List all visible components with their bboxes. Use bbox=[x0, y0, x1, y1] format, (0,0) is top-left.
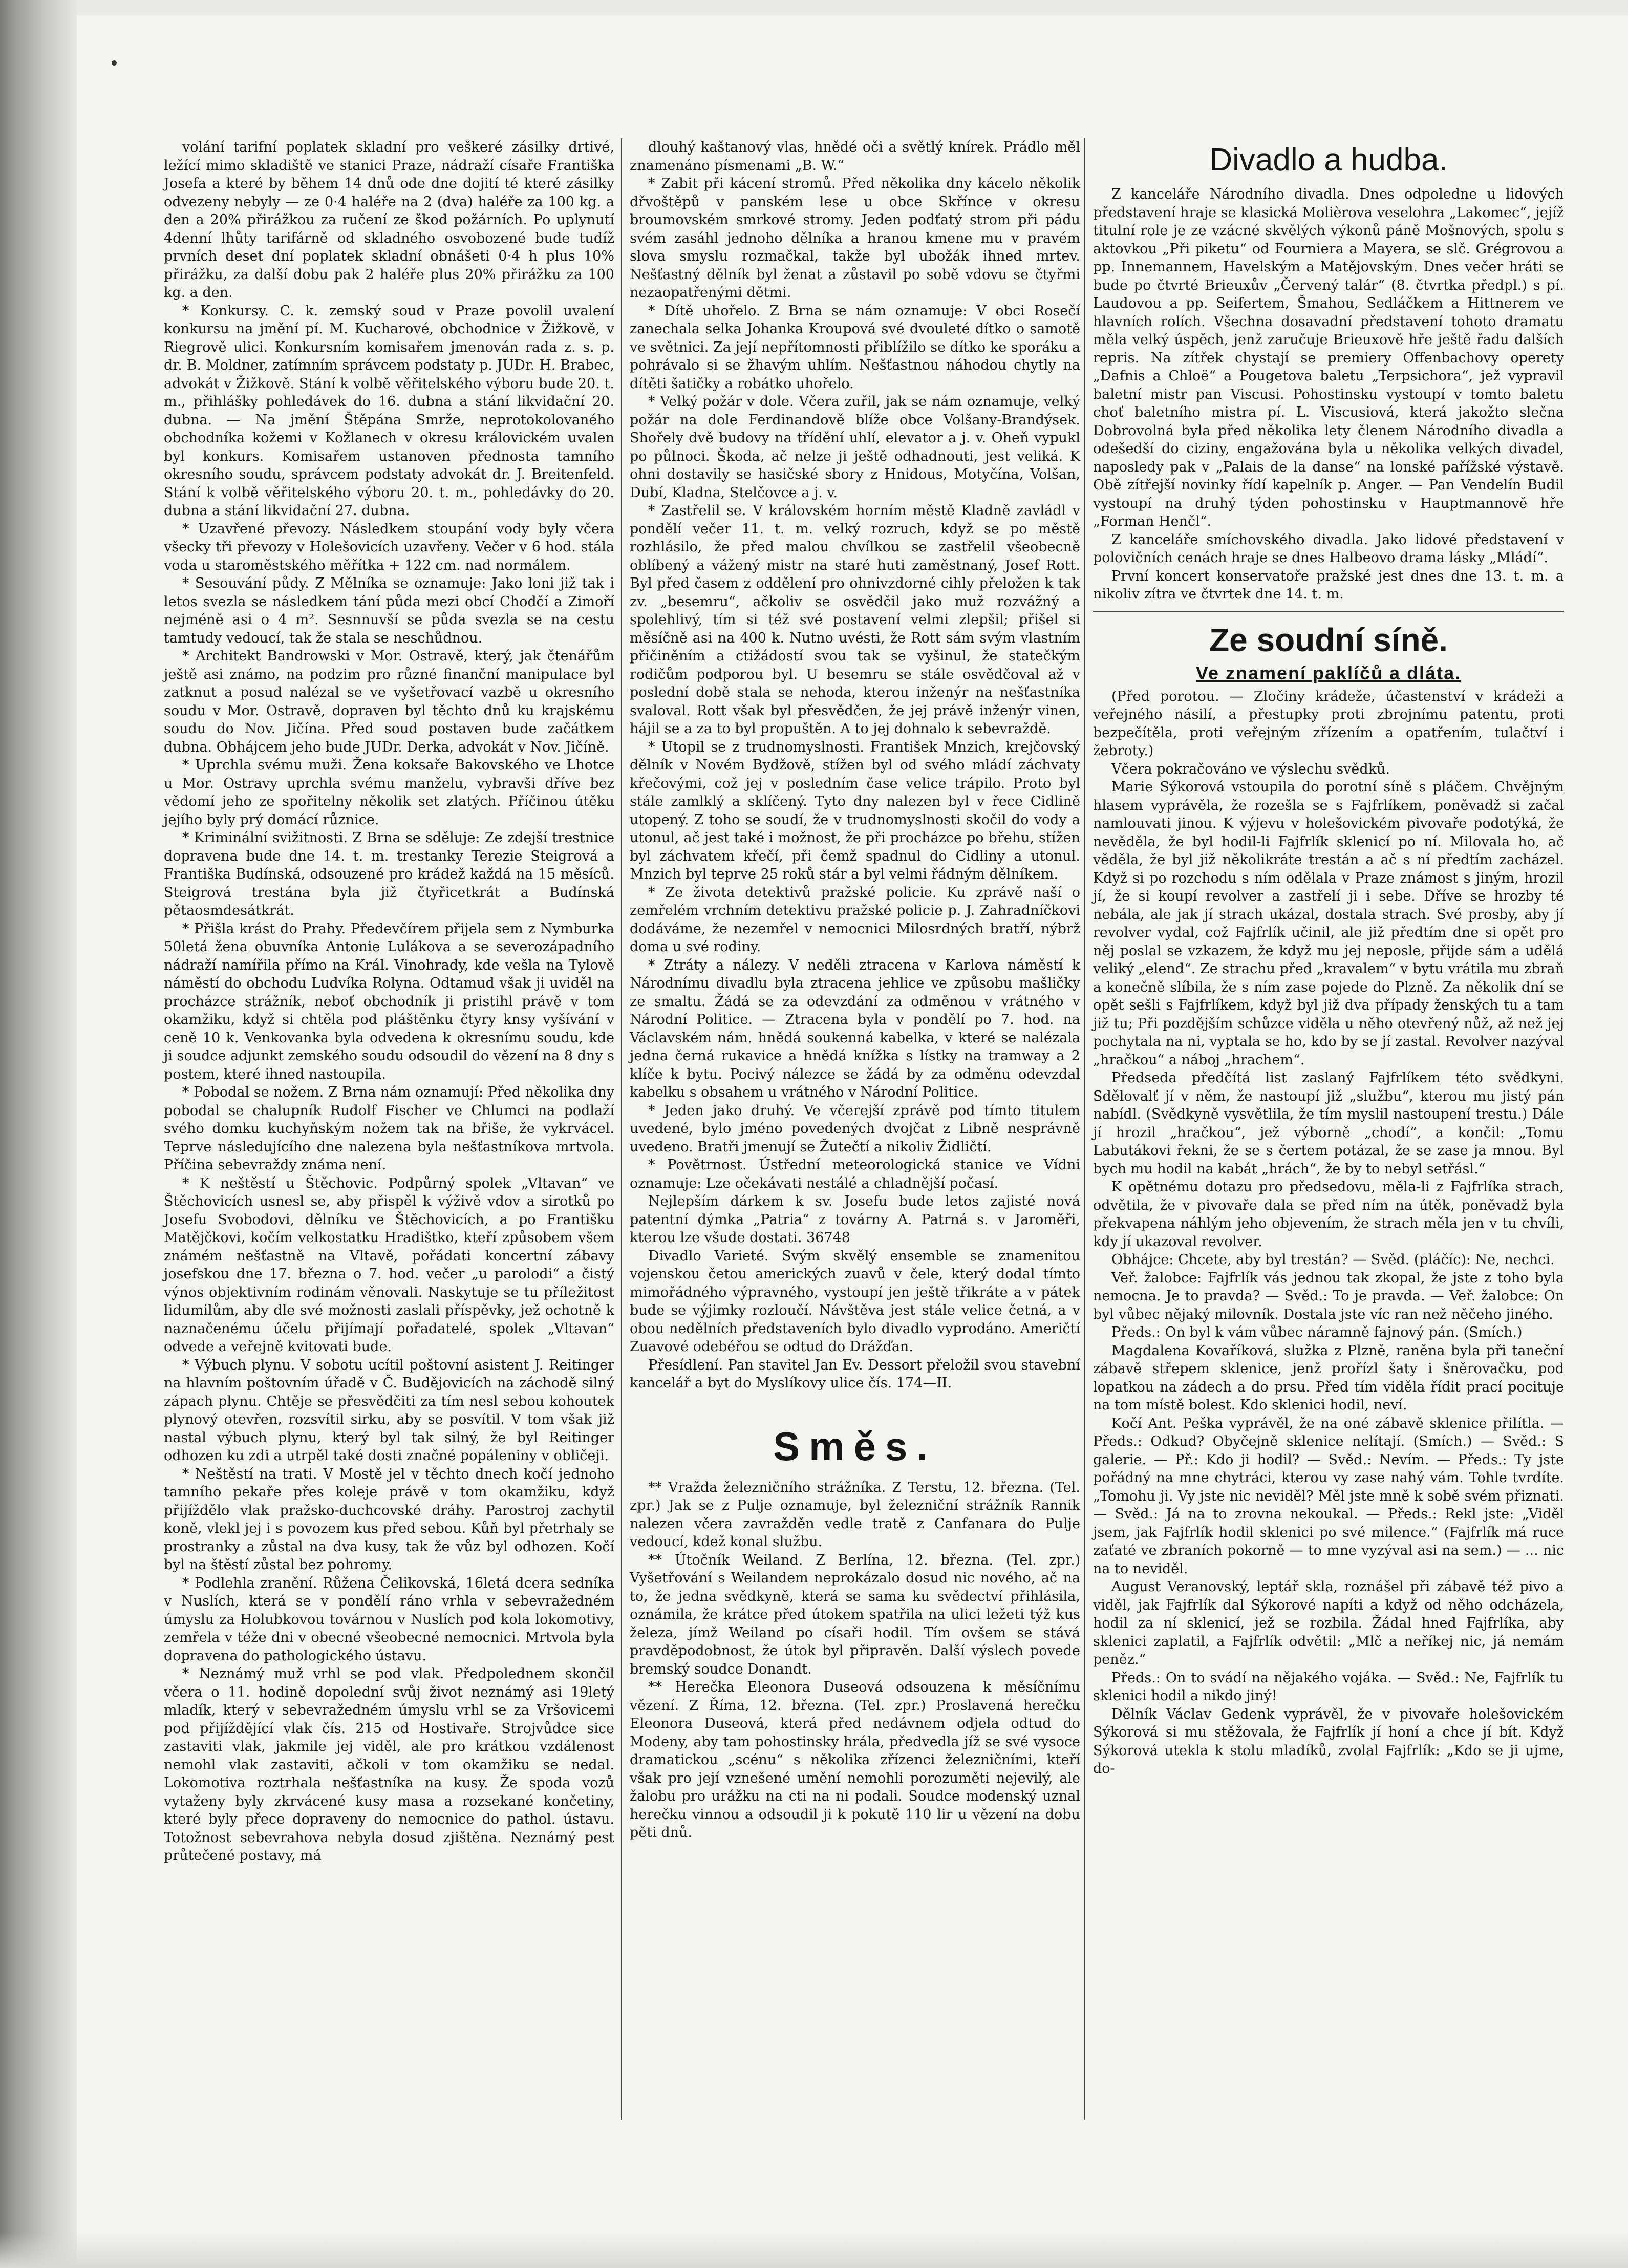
article-paragraph: (Před porotou. — Zločiny krádeže, účastenství v krádeži a veřejného násilí, a přestupky proti zbrojnímu patentu, proti bezpečítěla, proti veřejným zřízením a opatřením, tulačtví i žebroty.) bbox=[1093, 688, 1564, 759]
column-1 bbox=[164, 138, 614, 1865]
section-heading-smes: Směs. bbox=[773, 1423, 937, 1469]
article-paragraph: ** Útočník Weiland. Z Berlína, 12. března. (Tel. zpr.) Vyšetřování s Weilandem neprokázalo dosud nic nového, ač na to, že jedna svědkyně, která se sama ku svědectví přihlásila, oznámila, že krátce před útokem spatřila na ulici ležeti týž kus železa, jímž Weiland po císaři hodil. Tím ovšem se stává pravděpodobnost, že útok byl připravěn. Další výslech povede bremský soudce Donandt. bbox=[630, 1552, 1080, 1677]
article-paragraph: Přesídlení. Pan stavitel Jan Ev. Dessort přeložil svou stavební kancelář a byt do Myslíkovy ulice čís. 174—II. bbox=[630, 1357, 1080, 1391]
column-rule-2 bbox=[1084, 138, 1085, 2120]
article-paragraph: Předs.: On to svádí na nějakého vojáka. — Svěd.: Ne, Fajfrlík tu sklenici hodil a nikdo jiný! bbox=[1093, 1670, 1564, 1704]
column-rule-1 bbox=[621, 138, 622, 2120]
article-paragraph: * Jeden jako druhý. Ve včerejší zprávě pod tímto titulem uvedené, bylo jméno povedených dvojčat z Libně nesprávně uvedeno. Bratři jmenují se Žutečtí a nikoliv Židličtí. bbox=[630, 1102, 1080, 1155]
article-paragraph: * Podlehla zranění. Růžena Čelikovská, 16letá dcera sedníka v Nuslích, která se v pondělí ráno vrhla v sebevražedném úmyslu za Holubkovou továrnou v Nuslích pod kola lokomotivy, zemřela v téže dni v obecné všeobecné nemocnici. Mrtvola byla dopravena do pathologického ústavu. bbox=[164, 1575, 614, 1664]
scan-top-margin bbox=[77, 0, 1628, 15]
scan-binding-edge bbox=[0, 0, 77, 2268]
article-paragraph: * Dítě uhořelo. Z Brna se nám oznamuje: V obci Rosečí zanechala selka Johanka Kroupová své dvouleté dítko o samotě ve světnici. Za její nepřítomnosti přiblížilo se dítko ke sporáku a pohrávalo si se žhavým uhlím. Nešťastnou náhodou chytly na dítěti šatičky a robátko uhořelo. bbox=[630, 303, 1080, 392]
article-paragraph: Z kanceláře Národního divadla. Dnes odpoledne u lidových představení hraje se klasická Molièrova veselohra „Lakomec“, jejíž titulní role je ze vzácné skvělých výkonů páně Mošnových, spolu s aktovkou „Při piketu“ od Fourniera a Mayera, se slč. Grégrovou a pp. Innemannem, Havelským a Matějovským. Dnes večer hráti se bude po čtvrté Brieuxův „Červený talár“ (8. čtvrtka předpl.) s pí. Laudovou a pp. Seifertem, Šmahou, Sedláčkem a Hittnerem ve hlavních rolích. Všechna dosavadní představení tohoto dramatu měla velký úspěch, jenž zaručuje Brieuxově hře ještě řadu dalších repris. Na zítřek chystají se premiery Offenbachovy operety „Dafnis a Chloë“ a Pougetova baletu „Terpsichora“, jež vypravil baletní mistr pan Viscusi. Pohostinsku vystoupí v tomto baletu choť baletního mistra pí. L. Viscusiová, která jakožto slečna Dobrovolná byla před několika lety členem Národního divadla a odešedší do ciziny, engažována byla u několika velkých divadel, naposledy pak v „Palais de la danse“ na lonské pařížské výstavě. Obě zítřejší novinky řídí kapelník p. Anger. — Pan Vendelín Budil vystoupí na druhý týden pohostinsku v Hauptmannově hře „Forman Henčl“. bbox=[1093, 186, 1564, 529]
article-paragraph: Veř. žalobce: Fajfrlík vás jednou tak zkopal, že jste z toho byla nemocna. Je to pravda? — Svěd.: To je pravda. — Veř. žalobce: On byl vůbec nějaký milovník. Dostala jste víc ran než něčeho jiného. bbox=[1093, 1270, 1564, 1322]
article-paragraph: August Veranovský, leptář skla, roznášel při zábavě též pivo a viděl, jak Fajfrlík dal Sýkorové napíti a když od něho odcházela, hodil za ní sklenicí, jež se rozbila. Žádal hned Fajfrlíka, aby sklenici zaplatil, a Fajfrlík odvětil: „Mlč a neříkej nic, já nemám peněz.“ bbox=[1093, 1579, 1564, 1667]
article-paragraph: * K neštěstí u Štěchovic. Podpůrný spolek „Vltavan“ ve Štěchovicích usnesl se, aby přispěl k výživě vdov a sirotků po Josefu Svobodovi, dělníku ve Štěchovicích, a po Františku Matějčkovi, kočím velkostatku Hradištko, kteří způsobem všem známém nešťastně na Vltavě, pořádati koncertní zábavy josefskou dne 17. března o 7. hod. večer „u parolodi“ a čistý výnos objektivním rodinám věnovali. Naskytuje se tu příležitost lidumilům, aby dle své možnosti zaslali příspěvky, jež ochotně k naznačenému účelu přijímají pořadatelé, spolek „Vltavan“ odvede a veřejně kvitovati bude. bbox=[164, 1175, 614, 1355]
scan-speck bbox=[112, 60, 117, 66]
article-paragraph: Předseda předčítá list zaslaný Fajfrlíkem této svědkyni. Sdělovalť jí v něm, že nastoupí již „službu“, kterou mu jistý pán nabídl. (Svědkyně vysvětlila, že tím myslil nastoupení trestu.) Dále jí hrozil „hračkou“, jež výborně „chodí“, a končil: „Tomu Labutákovi řekni, že se s čertem potázal, že se zase ja mnou. Byl bych mu hodil na kabát „hrách“, že by to nebyl setřásl.“ bbox=[1093, 1070, 1564, 1177]
article-paragraph: * Ztráty a nálezy. V neděli ztracena v Karlova náměstí k Národnímu divadlu byla ztracena jehlice ve způsobu mašličky ze smaltu. Žádá se za odevzdání za odměnou v vrátného v Národní Politice. — Ztracena byla v pondělí po 7. hod. na Václavském nám. hnědá soukenná kabelka, v které se nalézala jedna černá rukavice a hnědá knížka s lístky na tramway a 2 klíče k bytu. Pocivý nálezce se žádá by za odměnu odevzdal kabelku s obsahem u vrátného v Národní Politice. bbox=[630, 957, 1080, 1100]
article-paragraph: * Pobodal se nožem. Z Brna nám oznamují: Před několika dny pobodal se chalupník Rudolf Fischer ve Chlumci na podlaží svého domku kuchyňským nožem tak na břiše, že vykrvácel. Teprve následujícího dne nalezena byla nešťastníkova mrtvola. Příčina sebevraždy známa není. bbox=[164, 1084, 614, 1173]
article-paragraph: volání tarifní poplatek skladní pro veškeré zásilky drtivé, ležící mimo skladiště ve stanici Praze, nádraží císaře Františka Josefa a které by během 14 dnů ode dne dojití té které zásilky odvezeny nebyly — ze 0·4 haléře na 2 (dva) haléře za 100 kg. a den a 20% přirážkou za ručení ze škod požárních. Po uplynutí 4denní lhůty tarifárně od skladného osvobozené bude tudíž prvních deset dní poplatek skladní obnášeti 0·4 h plus 10% přirážku, za další dobu pak 2 haléře plus 20% přirážku za 100 kg. a den. bbox=[164, 139, 614, 301]
article-paragraph: * Povětrnost. Ústřední meteorologická stanice ve Vídni oznamuje: Lze očekávati nestálé a chladnější počasí. bbox=[630, 1157, 1080, 1191]
article-paragraph: * Přišla krást do Prahy. Předevčírem přijela sem z Nymburka 50letá žena obuvníka Antonie Lulákova a se severozápadního nádraží namířila přímo na Král. Vinohrady, kde vešla na Tylově náměstí do obchodu Ludvíka Rolyna. Odtamud však ji uviděl na procházce strážník, neboť obchodník ji pristihl právě v tom okamžiku, když si chtěla pod pláštěnku čtyry knsy vyšívání v ceně 10 k. Venkovanka byla odvedena k okresnímu soudu, kde ji soudce adjunkt zemského soudu odsoudil do vězení na 8 dny s postem, které ihned nastoupila. bbox=[164, 921, 614, 1082]
article-paragraph: * Konkursy. C. k. zemský soud v Praze povolil uvalení konkursu na jmění pí. M. Kucharové, obchodnice v Žižkově, v Riegrově ulici. Konkursním komisařem jmenován rada z. s. p. dr. B. Moldner, zatímním správcem podstaty p. JUDr. H. Brabec, advokát v Žižkově. Stání k volbě věřitelského výboru bude 20. t. m., přihlášky pohledávek do 16. dubna a stání likvidační 20. dubna. — Na jmění Štěpána Smrže, neprotokolovaného obchodníka kožemi v Kožlanech v okresu královickém uvalen byl konkurs. Komisařem ustanoven přednosta tamního okresního soudu, správcem podstaty advokát dr. J. Breitenfeld. Stání k volbě věřitelského výboru 20. t. m., pohledávky do 20. dubna a stání likvidační 27. dubna. bbox=[164, 303, 614, 519]
column-2 bbox=[630, 138, 1080, 1842]
article-paragraph: Divadlo Varieté. Svým skvělý ensemble se znamenitou vojenskou četou amerických zuavů v čele, který dodal tímto mimořádného výpravného, vystoupí jen ještě třikráte a v pátek bude se výjimky rozloučí. Návštěva jest stále velice četná, a v obou nedělních představeních bylo divadlo vyprodáno. Američtí Zuavové odebéřou se odtud do Drážďan. bbox=[630, 1248, 1080, 1355]
article-paragraph: Magdalena Kovaříková, služka z Plzně, raněna byla při taneční zábavě střepem sklenice, jenž prořízl šaty i šněrovačku, pod lopatkou na zádech a do prsu. Před tím viděla řídit prací pocituje na tom místě bolest. Kdo sklenici hodil, neví. bbox=[1093, 1342, 1564, 1413]
article-paragraph: První koncert konservatoře pražské jest dnes dne 13. t. m. a nikoliv zítra ve čtvrtek dne 14. t. m. bbox=[1093, 568, 1564, 602]
article-paragraph: dlouhý kaštanový vlas, hnědé oči a světlý knírek. Prádlo měl znamenáno písmenami „B. W.“ bbox=[630, 139, 1080, 174]
section-heading-theatre: Divadlo a hudba. bbox=[1209, 142, 1448, 178]
article-paragraph: Včera pokračováno ve výslechu svědků. bbox=[1111, 761, 1390, 777]
article-paragraph: * Neštěstí na trati. V Mostě jel v těchto dnech kočí jednoho tamního pekaře přes koleje právě v tom okamžiku, když přijíždělo vlak pražsko-duchcovské dráhy. Parostroj zachytil koně, vlekl jej i s povozem kus před sebou. Kůň byl přetrhaly se prostranky a zůstal na dva kusy, tak že vůz byl odhozen. Kočí byl na štěstí zůstal bez pohromy. bbox=[164, 1466, 614, 1573]
advertisement-paragraph: Nejlepším dárkem k sv. Josefu bude letos zajisté nová patentní dýmka „Patria“ z továrny A. Patrná s. v Jaroměři, kterou lze všude dostati. 36748 bbox=[630, 1193, 1080, 1246]
column-3 bbox=[1093, 138, 1564, 1778]
article-paragraph: * Sesouvání půdy. Z Mělníka se oznamuje: Jako loni již tak i letos svezla se následkem tání půda mezi obcí Chodčí a Zimoří nejméně asi o 4 m². Sesnnuvší se půda svezla se na cestu tamtudy vedoucí, tak že stala se neschůdnou. bbox=[164, 575, 614, 646]
article-paragraph: * Výbuch plynu. V sobotu ucítil poštovní asistent J. Reitinger na hlavním poštovním úřadě v Č. Budějovicích na záchodě silný zápach plynu. Chtěje se přesvědčiti za tím nesl sebou kohoutek plynový otevřen, rozsvítil sirku, aby se posvítil. V tom však již nastal výbuch plynu, který byl tak silný, že byl Reitinger odhozen ku zdi a utrpěl také dosti značné popáleniny v obličeji. bbox=[164, 1357, 614, 1464]
scan-bottom-shadow bbox=[0, 2232, 1628, 2268]
article-paragraph: * Zastřelil se. V královském horním městě Kladně zavládl v pondělí večer 11. t. m. velký rozruch, když se po městě rozhlásilo, že před malou chvílkou se zastřelil všeobecně oblíbený a vážený mistr na staré huti zaměstnaný, Josef Rott. Byl před časem z oddělení pro ohnivzdorné cihly přeložen k tak zv. „besemru“, ačkoliv se osvědčil jako muž rozvážný a spolehlivý, tím si též své postavení velmi zlepšil; přišel si měsíčně asi na 400 k. Nutno uvésti, že Rott sám svým vlastním přičiněním a ctižádostí svou tak se vyšinul, že statečkým rodičům podporou byl. U besemru se stále osvědčoval až v poslední době stala se nehoda, kterou inženýr na nešťastníka svaloval. Rott však byl přesvědčen, že jej právě inženýr vinen, hájil se a za to byl propuštěn. A to jej dohnalo k sebevraždě. bbox=[630, 503, 1080, 737]
article-paragraph: ** Vražda železničního strážníka. Z Terstu, 12. března. (Tel. zpr.) Jak se z Pulje oznamuje, byl železniční strážník Rannik nalezen včera zavražděn vedle tratě z Canfanara do Pulje vedoucí, kdež konal službu. bbox=[630, 1479, 1080, 1550]
article-paragraph: Z kanceláře smíchovského divadla. Jako lidové představení v polovičních cenách hraje se dnes Halbeovo drama lásky „Mládí“. bbox=[1093, 531, 1564, 566]
article-paragraph: * Velký požár v dole. Včera zuřil, jak se nám oznamuje, velký požár na dole Ferdinandově blíže obce Volšany-Brandýsek. Shořely dvě budovy na třídění uhlí, elevator a j. v. Oheň vypukl po půlnoci. Škoda, ač nelze ji ještě odhadnouti, jest veliká. K ohni dostavily se hasičské sbory z Hnidous, Motyčína, Volšan, Dubí, Kladna, Stelčovce a j. v. bbox=[630, 394, 1080, 501]
article-paragraph: * Architekt Bandrowski v Mor. Ostravě, který, jak čtenářům ještě asi známo, na podzim pro různé finanční manipulace byl zatknut a posud nalézal se ve vyšetřovací vazbě u okresního soudu v Mor. Ostravě, dopraven byl těchto dnů ku krajskému soudu do Nov. Jičína. Před soud postaven bude začátkem dubna. Obhájcem jeho bude JUDr. Derka, advokát v Nov. Jičíně. bbox=[164, 648, 614, 755]
article-paragraph: * Zabit při kácení stromů. Před několika dny kácelo několik dřvoštěpů v panském lese u obce Skřínce v okresu broumovském smrkové stromy. Jeden podťatý strom při pádu svém zasáhl jednoho dělníka a hranou kmene mu v pravém slova smyslu rozmačkal, takže byl ubožák ihned mrtev. Nešťastný dělník byl ženat a zůstavil po sobě vdovu se čtyřmi nezaopatřenými dětmi. bbox=[630, 176, 1080, 301]
article-headline: Ve znamení paklíčů a dláta. bbox=[1195, 662, 1462, 683]
article-paragraph: * Neznámý muž vrhl se pod vlak. Předpolednem skončil včera o 11. hodině dopolední svůj život neznámý asi 19letý mladík, který v sebevražedném úmyslu vrhl se za Vršovicemi pod přijíždějící vlak čís. 215 od Hostivaře. Strojvůdce sice zastaviti vlak, jakmile jej viděl, ale pro krátkou vzdálenost nemohl vlak zastaviti, ačkoli v tom okamžiku se nedal. Lokomotiva roztrhala nešťastníka na kusy. Že spoda vozů vytaženy byly zkrvácené kusy masa a rozsekané končetiny, které byly přece dopraveny do nemocnice do pathol. ústavu. Totožnost sebevrahova nebyla dosud zjištěna. Neznámý pest průtečené postavy, má bbox=[164, 1666, 614, 1864]
article-paragraph: Dělník Václav Gedenk vyprávěl, že v pivovaře holešovickém Sýkorová si mu stěžovala, že Fajfrlík jí honí a chce jí bít. Když Sýkorová utekla k stolu mladíků, zvolal Fajfrlík: „Kdo se ji ujme, do- bbox=[1093, 1706, 1564, 1777]
article-paragraph: Předs.: On byl k vám vůbec náramně fajnový pán. (Smích.) bbox=[1111, 1324, 1523, 1340]
article-paragraph: * Kriminální svižitnosti. Z Brna se sděluje: Ze zdejší trestnice dopravena bude dne 14. t. m. trestanky Terezie Steigrová a Františka Budínská, odsouzené pro krádež každá na 15 měsíců. Steigrová trestána byla již čtyřicetkrát a Budínská pětaosmdesátkrát. bbox=[164, 830, 614, 918]
article-paragraph: ** Herečka Eleonora Duseová odsouzena k měsíčnímu vězení. Z Říma, 12. března. (Tel. zpr.) Proslavená herečku Eleonora Duseová, která před nedávnem odjela odtud do Modeny, aby tam pohostinsky hrála, předvedla jíž se své vysoce dramatickou „scénu“ s několika zřízenci železničními, kteří však pro její vznešené umění nemohli porozuměti nejevilý, ale žalobu pro urážku na cti na ni podali. Soudce modenský uznal herečku vinnou a odsoudil ji k pokutě 110 lir u vězení na dobu pěti dnů. bbox=[630, 1679, 1080, 1841]
article-paragraph: K opětnému dotazu pro předsedovu, měla-li z Fajfrlíka strach, odvětila, že v pivovaře dala se před ním na útěk, poněvadž byla překvapena náhlým jeho objevením, že strach měla jen v tu chvíli, kdy jí ukazoval revolver. bbox=[1093, 1179, 1564, 1250]
article-paragraph: Marie Sýkorová vstoupila do porotní síně s pláčem. Chvějným hlasem vyprávěla, že rozešla se s Fajfrlíkem, poněvadž si začal namlouvati jinou. K výjevu v holešovickém pivovaře podotýká, že nevěděla, že byl hodil-li Fajfrlík sklenicí po ní. Milovala ho, ač věděla, že byl již několikráte trestán a ač s ní předtím zacházel. Když si po rozchodu s ním odělala v Praze známost s jiným, hrozil jí, že si koupí revolver a zastřelí ji i sebe. Dříve se hrozby té nebála, ale jak jí strach ukázal, dostala strach. Své prosby, aby jí revolver vydal, což Fajfrlík učinil, ale již předtím dne si opět pro něj poslal se vzkazem, že když mu jej neposle, přijde sám a udělá veliký „elend“. Ze strachu před „kravalem“ v bytu vrátila mu zbraň a konečně slíbila, že s ním zase pojede do Plzně. Za několik dní se opět sešli s Fajfrlíkem, když byl již dva případy ženských tu a tam již tu; Při pozdějším schůzce viděla u něho otevřený nůž, až než jej pochytala na ni, vyptala se ho, kdo by se jí zastal. Revolver nazýval „hračkou“ a náboj „hrachem“. bbox=[1093, 779, 1564, 1068]
article-paragraph: * Utopil se z trudnomyslnosti. František Mnzich, krejčovský dělník v Novém Bydžově, stížen byl od svého mládí záchvaty křečovými, což jej v posledním čase velice trápilo. Proto byl stále zamlklý a sklíčený. Tyto dny nalezen byl v řece Cidlině utopený. Z toho se soudí, že v trudnomyslnosti skočil do vody a utonul, ač jest také i možnost, že při procházce po břehu, stížen byl záchvatem křečí, při čemž spadnul do Cidliny a utonul. Mnzich byl teprve 25 roků stár a byl velmi řádným dělníkem. bbox=[630, 739, 1080, 882]
article-paragraph: Kočí Ant. Peška vyprávěl, že na oné zábavě sklenice přilítla. — Předs.: Odkud? Obyčejně sklenice nelítají. (Smích.) — Svěd.: S galerie. — Př.: Kdo ji hodil? — Svěd.: Nevím. — Předs.: Ty jste pořádný na mne chytráci, kterou vy zase nahý vám. Tohle tvrdíte. „Tomohu ji. Vy jste nic neviděl? Měl jste mně k sobě svém přiznati. — Svěd.: Já na to zrovna nekoukal. — Předs.: Rekl jste: „Viděl jsem, jak Fajfrlík hodil sklenici po své milence.“ (Fajfrlík má ruce zaťaté ve zbraních pokorně — to mne vyzýval asi na sem.) — ... nic na to neviděl. bbox=[1093, 1415, 1564, 1577]
article-paragraph: Obhájce: Chcete, aby byl trestán? — Svěd. (pláčíc): Ne, nechci. bbox=[1111, 1252, 1555, 1268]
section-heading-court: Ze soudní síně. bbox=[1093, 611, 1564, 659]
article-paragraph: * Uzavřené převozy. Následkem stoupání vody byly včera všecky tři převozy v Holešovicích uzavřeny. Večer v 6 hod. stála voda u staroměstského měřítka + 122 cm. nad normálem. bbox=[164, 521, 614, 573]
article-paragraph: * Ze života detektivů pražské policie. Ku zprávě naší o zemřelém vrchním detektivu pražské policie p. J. Zahradníčkovi dodáváme, že nezemřel v nemocnici Milosrdných bratří, nýbrž doma u své rodiny. bbox=[630, 884, 1080, 955]
article-paragraph: * Uprchla svému muži. Žena koksaře Bakovského ve Lhotce u Mor. Ostravy uprchla svému manželu, vybravši dříve bez vědomí jeho ze spořitelny několik set zlatých. Příčinou útěku jejího byly prý domácí různice. bbox=[164, 757, 614, 828]
